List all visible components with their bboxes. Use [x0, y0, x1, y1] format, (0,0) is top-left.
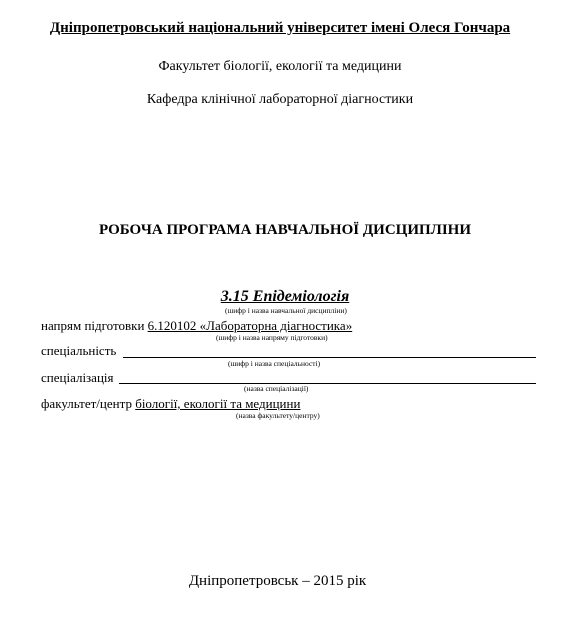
faculty-center-label: факультет/центр [41, 396, 132, 411]
faculty-name: Факультет біології, екології та медицини [158, 59, 402, 74]
department-name: Кафедра клінічної лабораторної діагностики [146, 92, 414, 107]
footer-city-year: Дніпропетровськ – 2015 рік [188, 573, 367, 589]
specialty-label: спеціальність [41, 343, 117, 358]
specialization-blank-line [119, 383, 536, 384]
direction-value: 6.120102 «Лабораторна діагностика» [147, 318, 353, 333]
direction-hint: (шифр і назва напряму підготовки) [216, 333, 328, 342]
direction-label: напрям підготовки [41, 318, 145, 333]
university-name: Дніпропетровський національний університет імені Олеся Гончара [49, 20, 511, 36]
faculty-center-hint: (назва факультету/центру) [236, 411, 320, 420]
specialty-row [41, 343, 116, 359]
specialization-label: спеціалізація [41, 370, 114, 385]
faculty-center-row [41, 396, 300, 412]
document-title: РОБОЧА ПРОГРАМА НАВЧАЛЬНОЇ ДИСЦИПЛІНИ [99, 222, 471, 238]
faculty-center-value: біології, екології та медицини [135, 396, 301, 411]
specialty-hint: (шифр і назва спеціальності) [228, 359, 321, 368]
discipline-name: 3.15 Епідеміологія [220, 288, 350, 305]
direction-row [41, 318, 352, 334]
discipline-hint: (шифр і назва навчальної дисципліни) [225, 306, 347, 315]
specialization-hint: (назва спеціалізації) [244, 384, 309, 393]
specialization-row [41, 370, 114, 386]
specialty-blank-line [123, 357, 536, 358]
